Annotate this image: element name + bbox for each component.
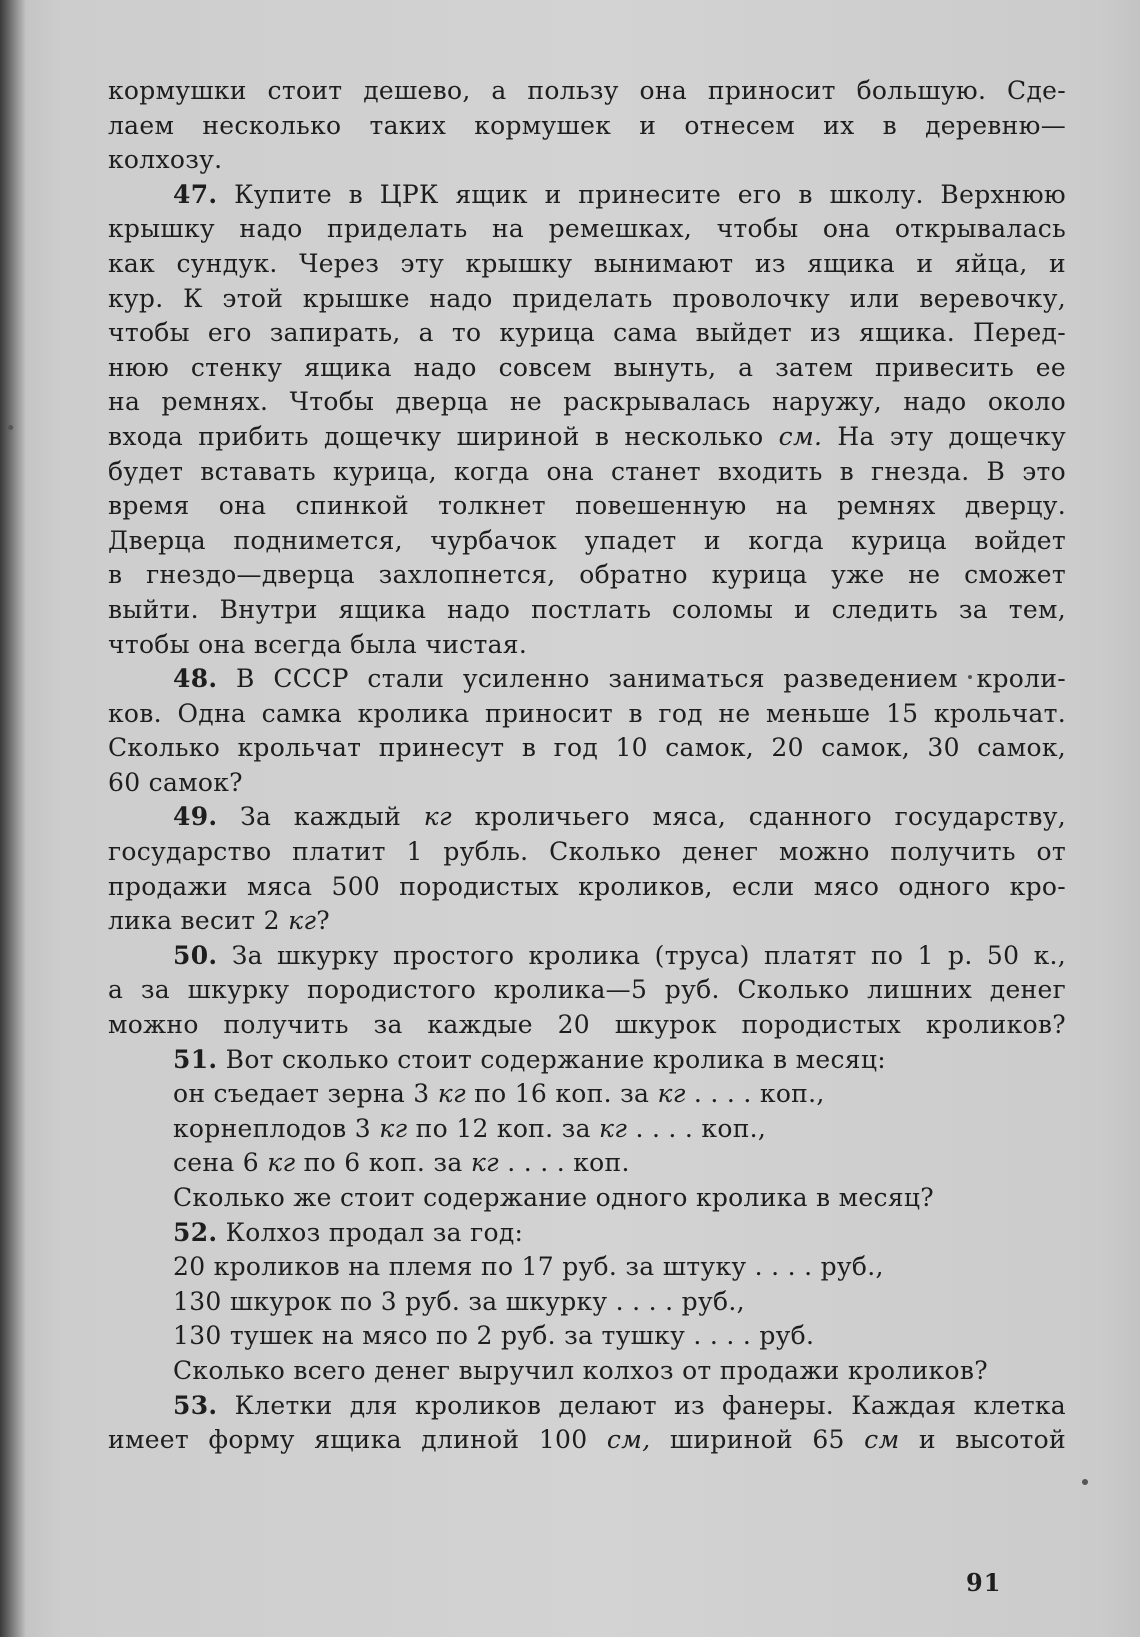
text-span: За шкурку простого кролика (труса) платят по 1 р. 50 к., <box>217 940 1066 970</box>
unit-italic: кг <box>379 1113 408 1143</box>
text-span: ? <box>316 906 330 936</box>
text-line <box>108 766 1066 801</box>
scan-speck <box>1082 1479 1088 1485</box>
text-span: время она спинкой толкнет повешенную на ремнях дверцу. <box>108 491 1066 521</box>
text-line <box>108 662 1066 697</box>
text-span: чтобы она всегда была чистая. <box>108 629 528 659</box>
text-span: по 16 коп. за <box>465 1079 658 1109</box>
text-line <box>108 1389 1066 1424</box>
text-span: Купите в ЦРК ящик и принесите его в школу. Верхнюю <box>217 179 1066 209</box>
text-line <box>108 628 1066 663</box>
text-span: крышку надо приделать на ремешках, чтобы она открывалась <box>108 214 1066 244</box>
text-line <box>108 731 1066 766</box>
text-span: на ремнях. Чтобы дверца не раскрывалась наружу, надо около <box>108 387 1066 417</box>
problem-number: 50. <box>173 940 218 970</box>
text-span: ков. Одна самка кролика приносит в год не меньше 15 крольчат. <box>108 698 1066 728</box>
text-span: 130 тушек на мясо по 2 руб. за тушку . . . . руб. <box>173 1321 815 1351</box>
text-line <box>108 1146 1066 1181</box>
text-span: входа прибить дощечку шириной в несколько <box>108 421 779 451</box>
text-span: Вот сколько стоит содержание кролика в месяц: <box>217 1044 886 1074</box>
text-line <box>108 178 1066 213</box>
text-span: нюю стенку ящика надо совсем вынуть, а затем привесить ее <box>108 352 1066 382</box>
text-span: имеет форму ящика длиной 100 <box>108 1425 607 1455</box>
text-line <box>108 524 1066 559</box>
text-span: по 6 коп. за <box>295 1148 471 1178</box>
text-line <box>108 455 1066 490</box>
text-line <box>108 1423 1066 1458</box>
text-span: выйти. Внутри ящика надо постлать соломы и следить за тем, <box>108 594 1066 624</box>
text-line <box>108 593 1066 628</box>
unit-italic: см, <box>606 1425 651 1455</box>
text-span: В СССР стали усиленно заниматься разведением кроли- <box>217 664 1066 694</box>
text-span: . . . . коп. <box>499 1148 630 1178</box>
unit-italic: кг <box>470 1148 499 1178</box>
text-span: кур. К этой крышке надо приделать проволочку или веревочку, <box>108 283 1066 313</box>
text-line <box>108 247 1066 282</box>
text-span: государство платит 1 рубль. Сколько денег можно получить от <box>108 837 1066 867</box>
text-span: . . . . коп., <box>685 1079 825 1109</box>
unit-italic: кг <box>437 1079 466 1109</box>
text-line <box>108 74 1066 109</box>
text-line <box>108 939 1066 974</box>
text-span: будет вставать курица, когда она станет входить в гнезда. В это <box>108 456 1066 486</box>
text-line <box>108 282 1066 317</box>
text-span: он съедает зерна 3 <box>173 1079 438 1109</box>
text-line <box>108 351 1066 386</box>
problem-number: 49. <box>173 802 218 832</box>
text-span: Клетки для кроликов делают из фанеры. Каждая клетка <box>217 1390 1066 1420</box>
text-line <box>108 973 1066 1008</box>
problem-number: 53. <box>173 1390 218 1420</box>
page-number: 91 <box>966 1568 1002 1597</box>
text-span: колхозу. <box>108 145 223 175</box>
text-line <box>108 1319 1066 1354</box>
text-line <box>108 1112 1066 1147</box>
text-span: по 12 коп. за <box>407 1113 600 1143</box>
text-line <box>108 835 1066 870</box>
text-span: . . . . коп., <box>627 1113 767 1143</box>
text-span: шириной 65 <box>650 1425 865 1455</box>
text-span: 60 самок? <box>108 767 243 797</box>
text-span: кормушки стоит дешево, а пользу она приносит большую. Сде- <box>108 76 1066 105</box>
text-line <box>108 420 1066 455</box>
text-span: Дверца поднимется, чурбачок упадет и когда курица войдет <box>108 525 1066 555</box>
text-span: продажи мяса 500 породистых кроликов, если мясо одного кро- <box>108 871 1066 901</box>
text-line <box>108 1077 1066 1112</box>
text-span: в гнездо—дверца захлопнется, обратно курица уже не сможет <box>108 560 1066 590</box>
text-span: чтобы его запирать, а то курица сама выйдет из ящика. Перед- <box>108 318 1066 348</box>
text-line <box>108 558 1066 593</box>
text-line <box>108 697 1066 732</box>
problem-number: 48. <box>173 664 218 694</box>
text-span: а за шкурку породистого кролика—5 руб. Сколько лишних денег <box>108 975 1066 1005</box>
text-span: и высотой <box>899 1425 1066 1455</box>
problem-number: 51. <box>173 1044 218 1074</box>
text-line <box>108 212 1066 247</box>
text-span: лаем несколько таких кормушек и отнесем их в деревню— <box>108 110 1066 140</box>
text-span: можно получить за каждые 20 шкурок породистых кроликов? <box>108 1010 1066 1040</box>
text-line <box>108 1008 1066 1043</box>
text-span: Сколько крольчат принесут в год 10 самок, 20 самок, 30 самок, <box>108 733 1066 763</box>
text-line <box>108 489 1066 524</box>
unit-italic: см. <box>778 421 823 451</box>
text-line <box>108 870 1066 905</box>
problem-number: 47. <box>173 179 218 209</box>
unit-italic: кг <box>423 802 452 832</box>
text-span: За каждый <box>217 802 424 832</box>
text-line <box>108 385 1066 420</box>
text-span: Сколько всего денег выручил колхоз от продажи кроликов? <box>173 1355 988 1385</box>
scan-speck <box>8 425 13 430</box>
text-line <box>108 1285 1066 1320</box>
unit-italic: см <box>864 1425 900 1455</box>
text-line <box>108 1216 1066 1251</box>
text-line <box>108 1250 1066 1285</box>
text-line <box>108 1181 1066 1216</box>
text-line <box>108 143 1066 178</box>
text-span: как сундук. Через эту крышку вынимают из ящика и яйца, и <box>108 248 1066 278</box>
unit-italic: кг <box>267 1148 296 1178</box>
text-line <box>108 1043 1066 1078</box>
document-body <box>108 74 1066 1458</box>
text-span: Колхоз продал за год: <box>217 1217 524 1247</box>
text-span: корнеплодов 3 <box>173 1113 380 1143</box>
unit-italic: кг <box>599 1113 628 1143</box>
text-line <box>108 109 1066 144</box>
text-line <box>108 316 1066 351</box>
text-span: 20 кроликов на племя по 17 руб. за штуку . . . . руб., <box>173 1252 884 1282</box>
text-span: сена 6 <box>173 1148 268 1178</box>
text-span: 130 шкурок по 3 руб. за шкурку . . . . руб., <box>173 1286 745 1316</box>
text-span: кроличьего мяса, сданного государству, <box>451 802 1066 832</box>
text-span: На эту дощечку <box>822 421 1066 451</box>
text-line <box>108 1354 1066 1389</box>
text-span: Сколько же стоит содержание одного кролика в месяц? <box>173 1183 934 1212</box>
problem-number: 52. <box>173 1217 218 1247</box>
text-span: лика весит 2 <box>108 906 289 936</box>
text-line <box>108 800 1066 835</box>
unit-italic: кг <box>288 906 317 936</box>
text-line <box>108 904 1066 939</box>
unit-italic: кг <box>657 1079 686 1109</box>
